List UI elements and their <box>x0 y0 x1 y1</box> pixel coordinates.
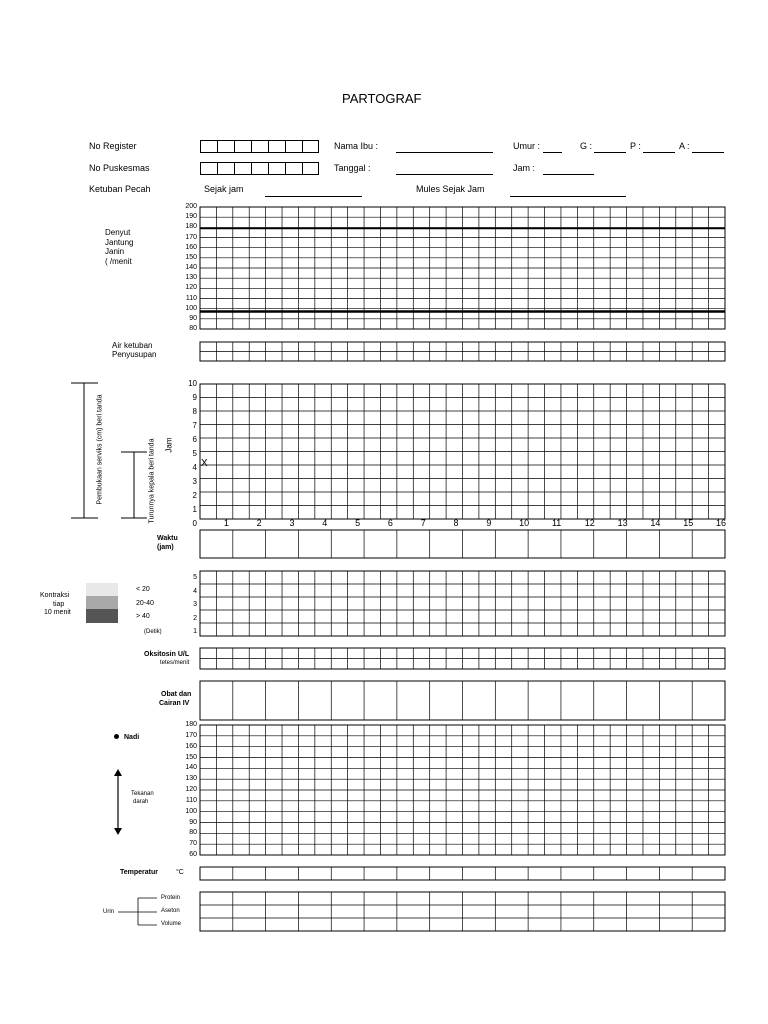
hour-label: 1 <box>223 518 229 528</box>
hour-label: 2 <box>256 518 262 528</box>
g-label: G : <box>580 141 593 151</box>
ketuban-pecah-label: Ketuban Pecah <box>89 184 151 194</box>
x-mark: X <box>201 458 208 469</box>
djj-tick-label: 180 <box>185 223 197 231</box>
djj-tick-label: 150 <box>185 253 197 261</box>
hour-label: 6 <box>387 518 393 528</box>
oksitosin-sub-label: tetes/menit <box>160 660 190 666</box>
hour-label: 16 <box>716 518 727 528</box>
penyusupan-label: Penyusupan <box>112 350 157 359</box>
djj-label-1: Denyut <box>105 228 131 237</box>
pembukaan-tick-label: 4 <box>192 463 197 472</box>
nadi-tick-label: 140 <box>185 764 197 772</box>
pembukaan-tick-label: 2 <box>192 491 197 500</box>
nadi-tick-label: 160 <box>185 742 197 750</box>
pembukaan-tick-label: 9 <box>192 393 197 402</box>
djj-tick-label: 160 <box>185 243 197 251</box>
nadi-tick-label: 130 <box>185 775 197 783</box>
hour-label: 14 <box>650 518 661 528</box>
djj-tick-label: 170 <box>185 233 197 241</box>
obat-label: Obat dan <box>161 691 192 698</box>
djj-label-4: ( /menit <box>105 257 132 266</box>
hour-label: 3 <box>289 518 295 528</box>
nadi-label: Nadi <box>124 734 140 741</box>
tanggal-label: Tanggal : <box>334 163 371 173</box>
aseton-label: Aseton <box>161 908 180 914</box>
urin-label: Urin <box>103 909 115 915</box>
darah-label: darah <box>133 799 149 805</box>
nadi-tick-label: 170 <box>185 731 197 739</box>
jam-vertical-label: Jam <box>164 437 174 453</box>
temperatur-label: Temperatur <box>120 869 158 876</box>
hour-label: 11 <box>551 518 562 528</box>
kontraksi-tick-label: 1 <box>193 628 197 635</box>
oksitosin-label: Oksitosin U/L <box>144 651 190 658</box>
djj-tick-label: 200 <box>185 203 197 210</box>
pembukaan-tick-label: 0 <box>192 519 197 528</box>
cairan-label: Cairan IV <box>159 700 190 707</box>
djj-tick-label: 110 <box>185 294 197 302</box>
nadi-tick-label: 90 <box>189 818 197 826</box>
pembukaan-tick-label: 5 <box>192 449 197 458</box>
hour-label: 9 <box>486 518 492 528</box>
kontraksi-label-3: 10 menit <box>44 609 71 616</box>
temperatur-unit: °C <box>176 869 184 876</box>
legend-lt20: < 20 <box>136 586 150 593</box>
hour-label: 12 <box>584 518 595 528</box>
volume-label: Volume <box>161 921 182 927</box>
djj-tick-label: 130 <box>185 274 197 282</box>
kontraksi-tick-label: 3 <box>193 601 197 608</box>
pembukaan-tick-label: 6 <box>192 435 197 444</box>
nama-ibu-label: Nama Ibu : <box>334 141 379 151</box>
waktu-jam-label: (jam) <box>157 544 174 551</box>
djj-tick-label: 120 <box>185 284 197 292</box>
kontraksi-tick-label: 2 <box>193 614 197 622</box>
sejak-jam-label: Sejak jam <box>204 184 244 194</box>
nadi-tick-label: 180 <box>185 721 197 728</box>
no-register-label: No Register <box>89 141 137 151</box>
kontraksi-label-1: Kontraksi <box>40 592 70 599</box>
pembukaan-tick-label: 3 <box>192 477 197 486</box>
umur-label: Umur : <box>513 141 540 151</box>
djj-tick-label: 190 <box>185 213 197 221</box>
hour-label: 10 <box>519 518 530 528</box>
legend-20-40: 20-40 <box>136 600 154 607</box>
legend-gt40: > 40 <box>136 613 150 620</box>
nadi-tick-label: 100 <box>185 807 197 815</box>
jam-label: Jam : <box>513 163 536 173</box>
pembukaan-tick-label: 10 <box>188 379 197 388</box>
nadi-tick-label: 80 <box>189 829 197 837</box>
kontraksi-tick-label: 5 <box>193 574 197 581</box>
pembukaan-tick-label: 1 <box>192 505 197 514</box>
nadi-tick-label: 150 <box>185 753 197 761</box>
djj-tick-label: 90 <box>189 314 197 322</box>
page-title: PARTOGRAF <box>342 91 422 106</box>
protein-label: Protein <box>161 895 181 901</box>
p-label: P : <box>630 141 641 151</box>
hour-label: 8 <box>453 518 459 528</box>
detik-label: (Detik) <box>144 629 162 635</box>
a-label: A : <box>679 141 690 151</box>
tekanan-label: Tekanan <box>131 791 154 797</box>
kontraksi-tick-label: 4 <box>193 587 197 595</box>
djj-label-3: Janin <box>105 247 125 256</box>
no-puskesmas-label: No Puskesmas <box>89 163 150 173</box>
hour-label: 4 <box>322 518 328 528</box>
air-ketuban-label: Air ketuban <box>112 341 153 350</box>
djj-tick-label: 140 <box>185 264 197 271</box>
djj-tick-label: 100 <box>185 304 197 312</box>
nadi-tick-label: 60 <box>189 851 197 858</box>
hour-label: 5 <box>355 518 361 528</box>
nadi-tick-label: 70 <box>189 840 197 848</box>
waktu-label: Waktu <box>157 535 178 542</box>
hour-label: 13 <box>617 518 628 528</box>
djj-label-2: Jantung <box>105 238 134 247</box>
nadi-tick-label: 110 <box>185 796 197 804</box>
penurunan-side-label: Turunnya kepala beri tanda <box>148 438 156 524</box>
djj-tick-label: 80 <box>189 325 197 332</box>
nadi-tick-label: 120 <box>185 786 197 793</box>
hour-label: 7 <box>420 518 426 528</box>
hour-label: 15 <box>683 518 694 528</box>
mules-sejak-jam-label: Mules Sejak Jam <box>416 184 485 194</box>
pembukaan-tick-label: 7 <box>192 421 197 430</box>
kontraksi-label-2: tiap <box>53 601 65 608</box>
pembukaan-tick-label: 8 <box>192 407 197 416</box>
pembukaan-side-label: Pembukaan serviks (cm) beri tanda <box>96 394 104 505</box>
